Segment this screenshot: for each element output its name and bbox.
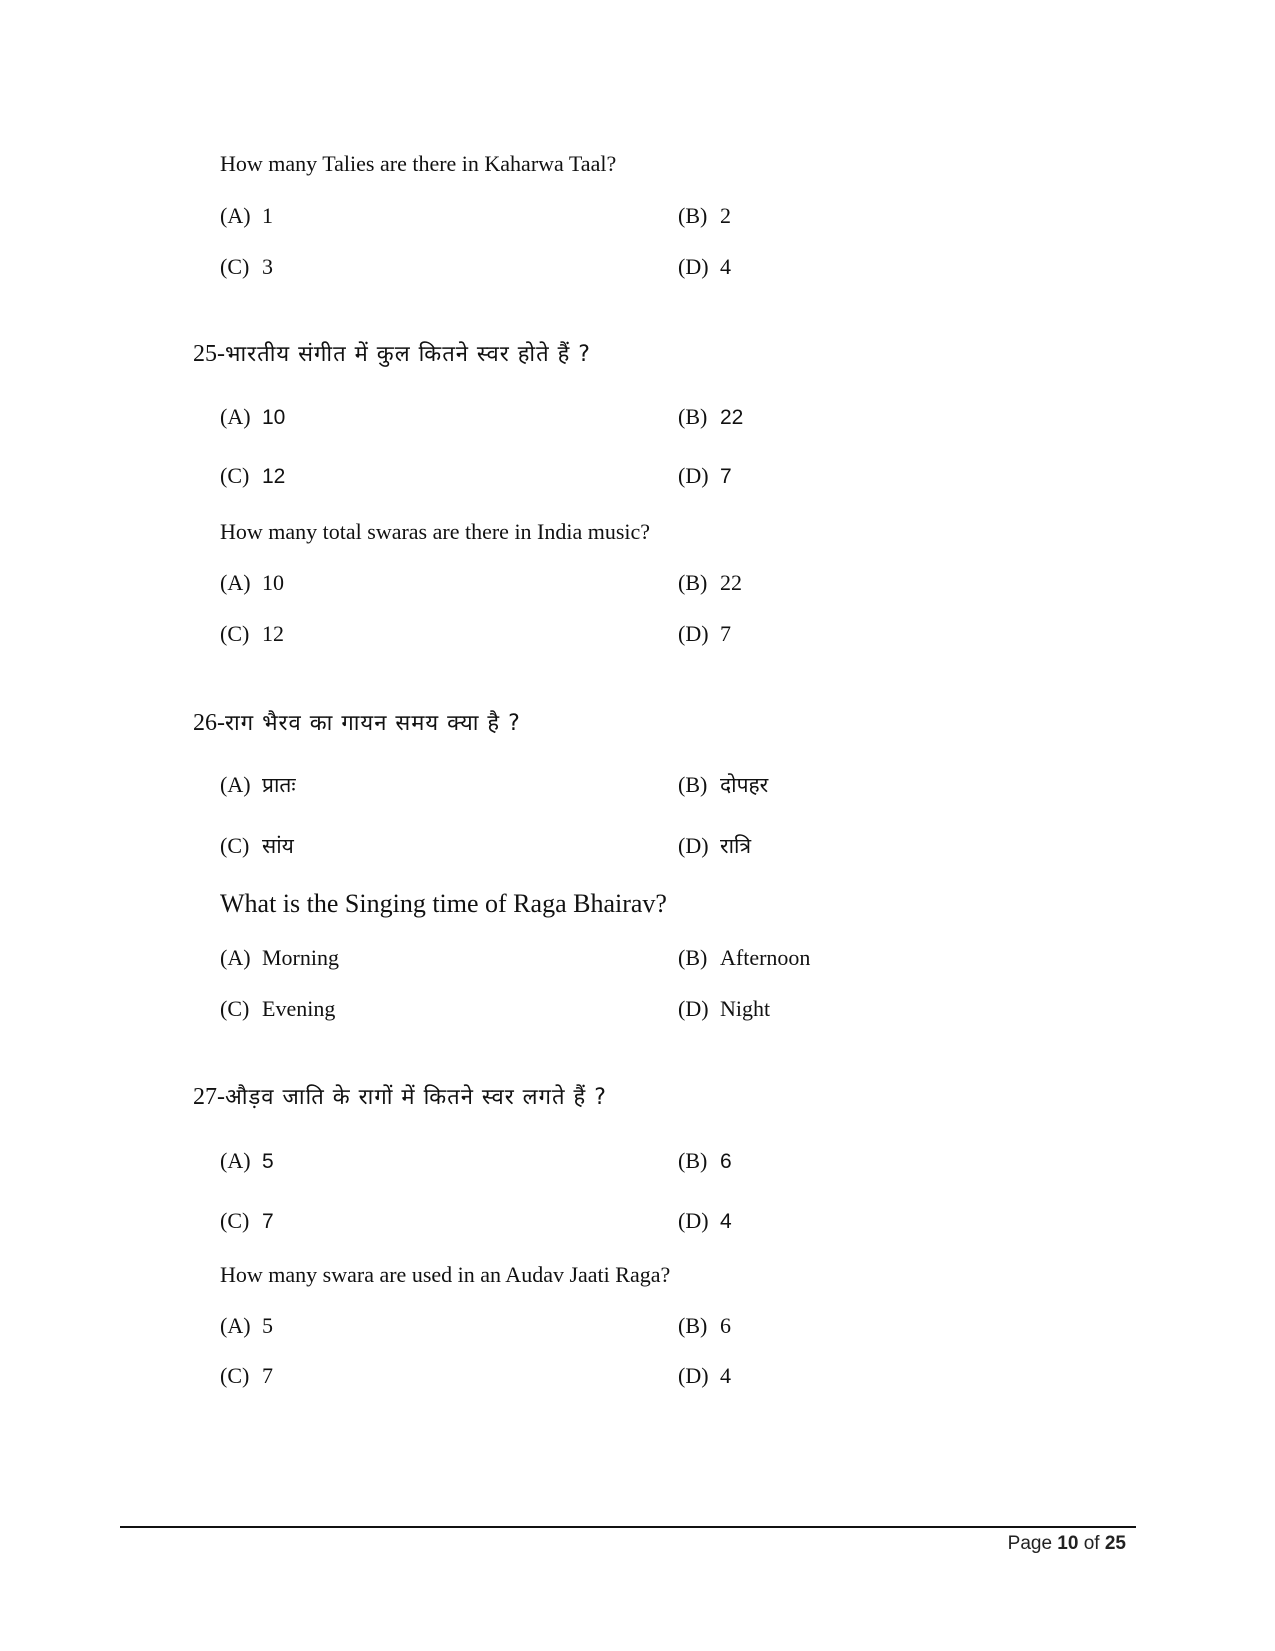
option-b xyxy=(678,569,742,597)
option-text: रात्रि xyxy=(720,834,752,858)
question-hindi xyxy=(193,709,521,738)
option-label: (C) xyxy=(220,463,250,488)
option-label: (A) xyxy=(220,203,251,228)
option-d xyxy=(678,1207,732,1236)
question-number: 26- xyxy=(193,710,225,736)
option-d xyxy=(678,620,731,648)
option-label: (A) xyxy=(220,945,251,970)
option-label: (B) xyxy=(678,1313,708,1338)
question-text: राग भैरव का गायन समय क्या है ? xyxy=(225,711,521,736)
option-text: 5 xyxy=(262,1313,273,1338)
option-label: (B) xyxy=(678,1148,708,1173)
option-c xyxy=(220,1207,274,1236)
option-a xyxy=(220,1147,274,1176)
question-number: 27- xyxy=(193,1084,225,1110)
option-text: प्रातः xyxy=(262,773,296,797)
option-text: 3 xyxy=(262,254,273,279)
option-label: (C) xyxy=(220,1363,250,1388)
option-a xyxy=(220,771,296,799)
option-text: 7 xyxy=(262,1363,273,1388)
option-label: (B) xyxy=(678,772,708,797)
option-label: (A) xyxy=(220,570,251,595)
option-b xyxy=(678,944,810,972)
option-c xyxy=(220,462,285,491)
option-b xyxy=(678,1312,731,1340)
option-label: (D) xyxy=(678,621,709,646)
current-page: 10 xyxy=(1057,1533,1079,1554)
option-text: 4 xyxy=(720,1363,731,1388)
option-text: दोपहर xyxy=(720,773,769,797)
option-label: (D) xyxy=(678,463,709,488)
option-label: (C) xyxy=(220,996,250,1021)
option-b xyxy=(678,403,743,432)
option-label: (C) xyxy=(220,254,250,279)
of-word: of xyxy=(1083,1533,1100,1554)
option-label: (B) xyxy=(678,404,708,429)
question-text: What is the Singing time of Raga Bhairav? xyxy=(220,889,667,918)
option-d xyxy=(678,253,731,281)
footer-divider xyxy=(120,1526,1136,1528)
option-label: (D) xyxy=(678,996,709,1021)
option-text: 7 xyxy=(720,465,732,488)
total-pages: 25 xyxy=(1104,1533,1126,1554)
option-text: 5 xyxy=(262,1150,274,1173)
question-hindi xyxy=(193,1083,607,1112)
option-text: Evening xyxy=(262,996,336,1021)
option-label: (D) xyxy=(678,1363,709,1388)
option-text: Morning xyxy=(262,945,339,970)
option-a xyxy=(220,944,339,972)
option-b xyxy=(678,202,731,230)
option-label: (B) xyxy=(678,203,708,228)
option-c xyxy=(220,620,284,648)
option-text: 12 xyxy=(262,621,284,646)
option-d xyxy=(678,995,770,1023)
option-text: 22 xyxy=(720,570,742,595)
option-text: Night xyxy=(720,996,771,1021)
option-text: Afternoon xyxy=(720,945,811,970)
option-c xyxy=(220,995,335,1023)
question-number: 25- xyxy=(193,341,225,367)
option-text: सांय xyxy=(262,834,294,858)
option-label: (B) xyxy=(678,570,708,595)
option-text: 1 xyxy=(262,203,273,228)
option-label: (C) xyxy=(220,621,250,646)
option-label: (A) xyxy=(220,772,251,797)
option-a xyxy=(220,1312,273,1340)
page-word: Page xyxy=(1007,1533,1053,1554)
question-text: How many Talies are there in Kaharwa Taal? xyxy=(220,151,617,176)
option-b xyxy=(678,1147,732,1176)
option-d xyxy=(678,462,732,491)
option-text: 7 xyxy=(262,1210,274,1233)
option-label: (A) xyxy=(220,1313,251,1338)
option-label: (D) xyxy=(678,1208,709,1233)
option-label: (D) xyxy=(678,254,709,279)
question-text: भारतीय संगीत में कुल कितने स्वर होते हैं ? xyxy=(225,342,591,367)
option-text: 7 xyxy=(720,621,731,646)
option-text: 12 xyxy=(262,465,286,488)
option-a xyxy=(220,569,284,597)
option-label: (C) xyxy=(220,833,250,858)
option-text: 6 xyxy=(720,1150,732,1173)
option-c xyxy=(220,253,273,281)
option-label: (A) xyxy=(220,404,251,429)
question-text: How many total swaras are there in India music? xyxy=(220,519,651,544)
option-b xyxy=(678,771,768,799)
option-c xyxy=(220,1362,273,1390)
option-text: 4 xyxy=(720,1210,732,1233)
option-a xyxy=(220,403,285,432)
option-text: 6 xyxy=(720,1313,731,1338)
option-label: (A) xyxy=(220,1148,251,1173)
option-label: (B) xyxy=(678,945,708,970)
option-text: 2 xyxy=(720,203,731,228)
page-number xyxy=(1008,1532,1126,1556)
question-hindi xyxy=(193,340,591,369)
question-text: How many swara are used in an Audav Jaati Raga? xyxy=(220,1262,671,1287)
question-text: औड़व जाति के रागों में कितने स्वर लगते हैं ? xyxy=(225,1085,607,1110)
option-label: (C) xyxy=(220,1208,250,1233)
option-text: 4 xyxy=(720,254,731,279)
option-label: (D) xyxy=(678,833,709,858)
option-text: 22 xyxy=(720,406,744,429)
option-a xyxy=(220,202,273,230)
option-text: 10 xyxy=(262,570,284,595)
option-c xyxy=(220,832,294,860)
option-d xyxy=(678,1362,731,1390)
option-text: 10 xyxy=(262,406,286,429)
option-d xyxy=(678,832,751,860)
